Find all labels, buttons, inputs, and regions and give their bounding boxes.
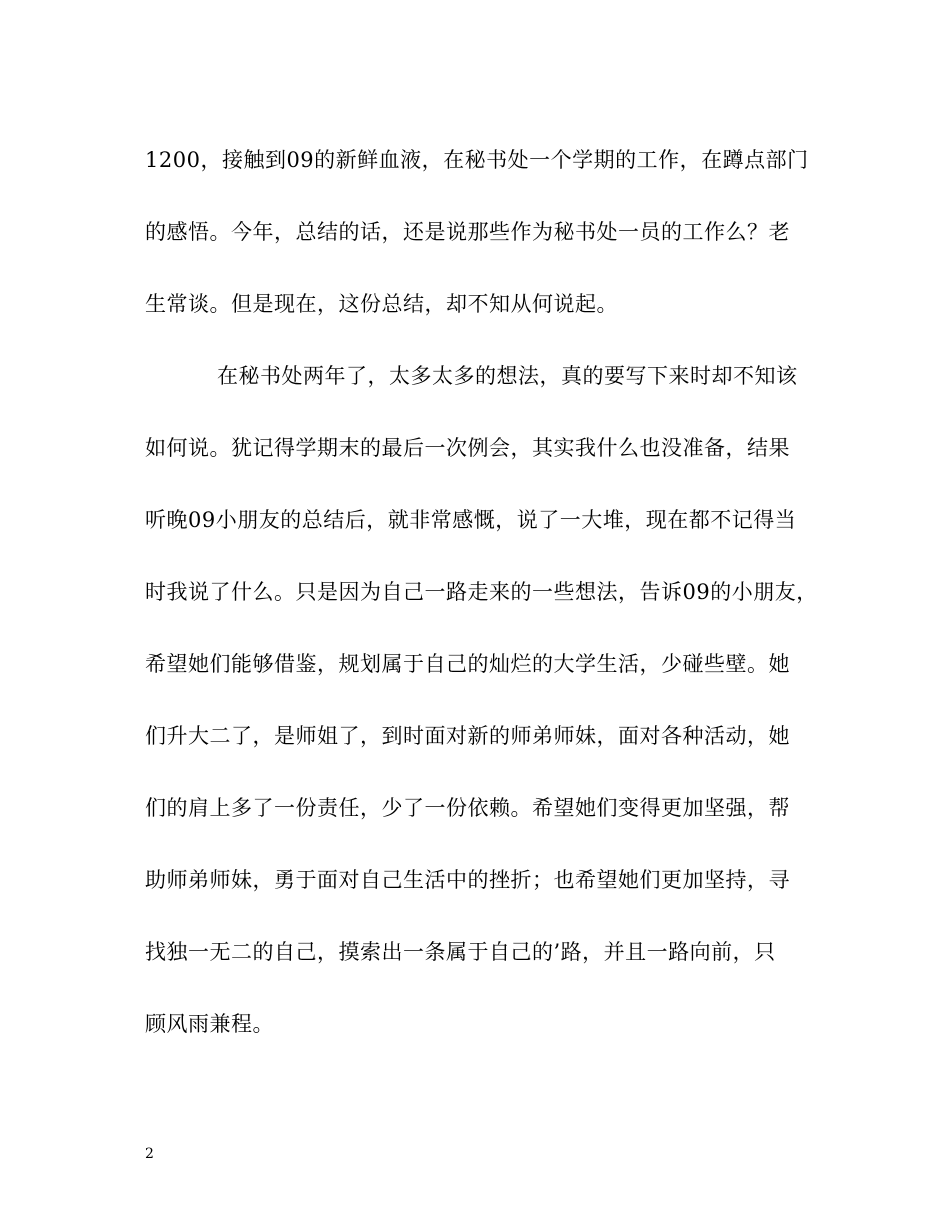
page-number: 2	[145, 1146, 154, 1162]
paragraph-line: 如何说。犹记得学期末的最后一次例会，其实我什么也没准备，结果	[145, 436, 790, 460]
paragraph-line: 的感悟。今年，总结的话，还是说那些作为秘书处一员的工作么？老	[145, 220, 790, 244]
paragraph-line: 助师弟师妹，勇于面对自己生活中的挫折；也希望她们更加坚持，寻	[145, 868, 790, 892]
paragraph-line: 顾风雨兼程。	[145, 1012, 274, 1036]
paragraph-line: 听晚09小朋友的总结后，就非常感慨，说了一大堆，现在都不记得当	[145, 508, 797, 532]
paragraph-line: 1200，接触到09的新鲜血液，在秘书处一个学期的工作，在蹲点部门	[145, 148, 809, 172]
paragraph-line: 时我说了什么。只是因为自己一路走来的一些想法，告诉09的小朋友，	[145, 580, 818, 604]
paragraph-line: 们的肩上多了一份责任，少了一份依赖。希望她们变得更加坚强，帮	[145, 796, 790, 820]
paragraph-line: 希望她们能够借鉴，规划属于自己的灿烂的大学生活，少碰些壁。她	[145, 652, 790, 676]
paragraph-line: 生常谈。但是现在，这份总结，却不知从何说起。	[145, 292, 618, 316]
paragraph-line: 们升大二了，是师姐了，到时面对新的师弟师妹，面对各种活动，她	[145, 724, 790, 748]
paragraph-line: 找独一无二的自己，摸索出一条属于自己的’路，并且一路向前，只	[145, 940, 776, 964]
paragraph-line: 在秘书处两年了，太多太多的想法，真的要写下来时却不知该	[217, 364, 798, 388]
